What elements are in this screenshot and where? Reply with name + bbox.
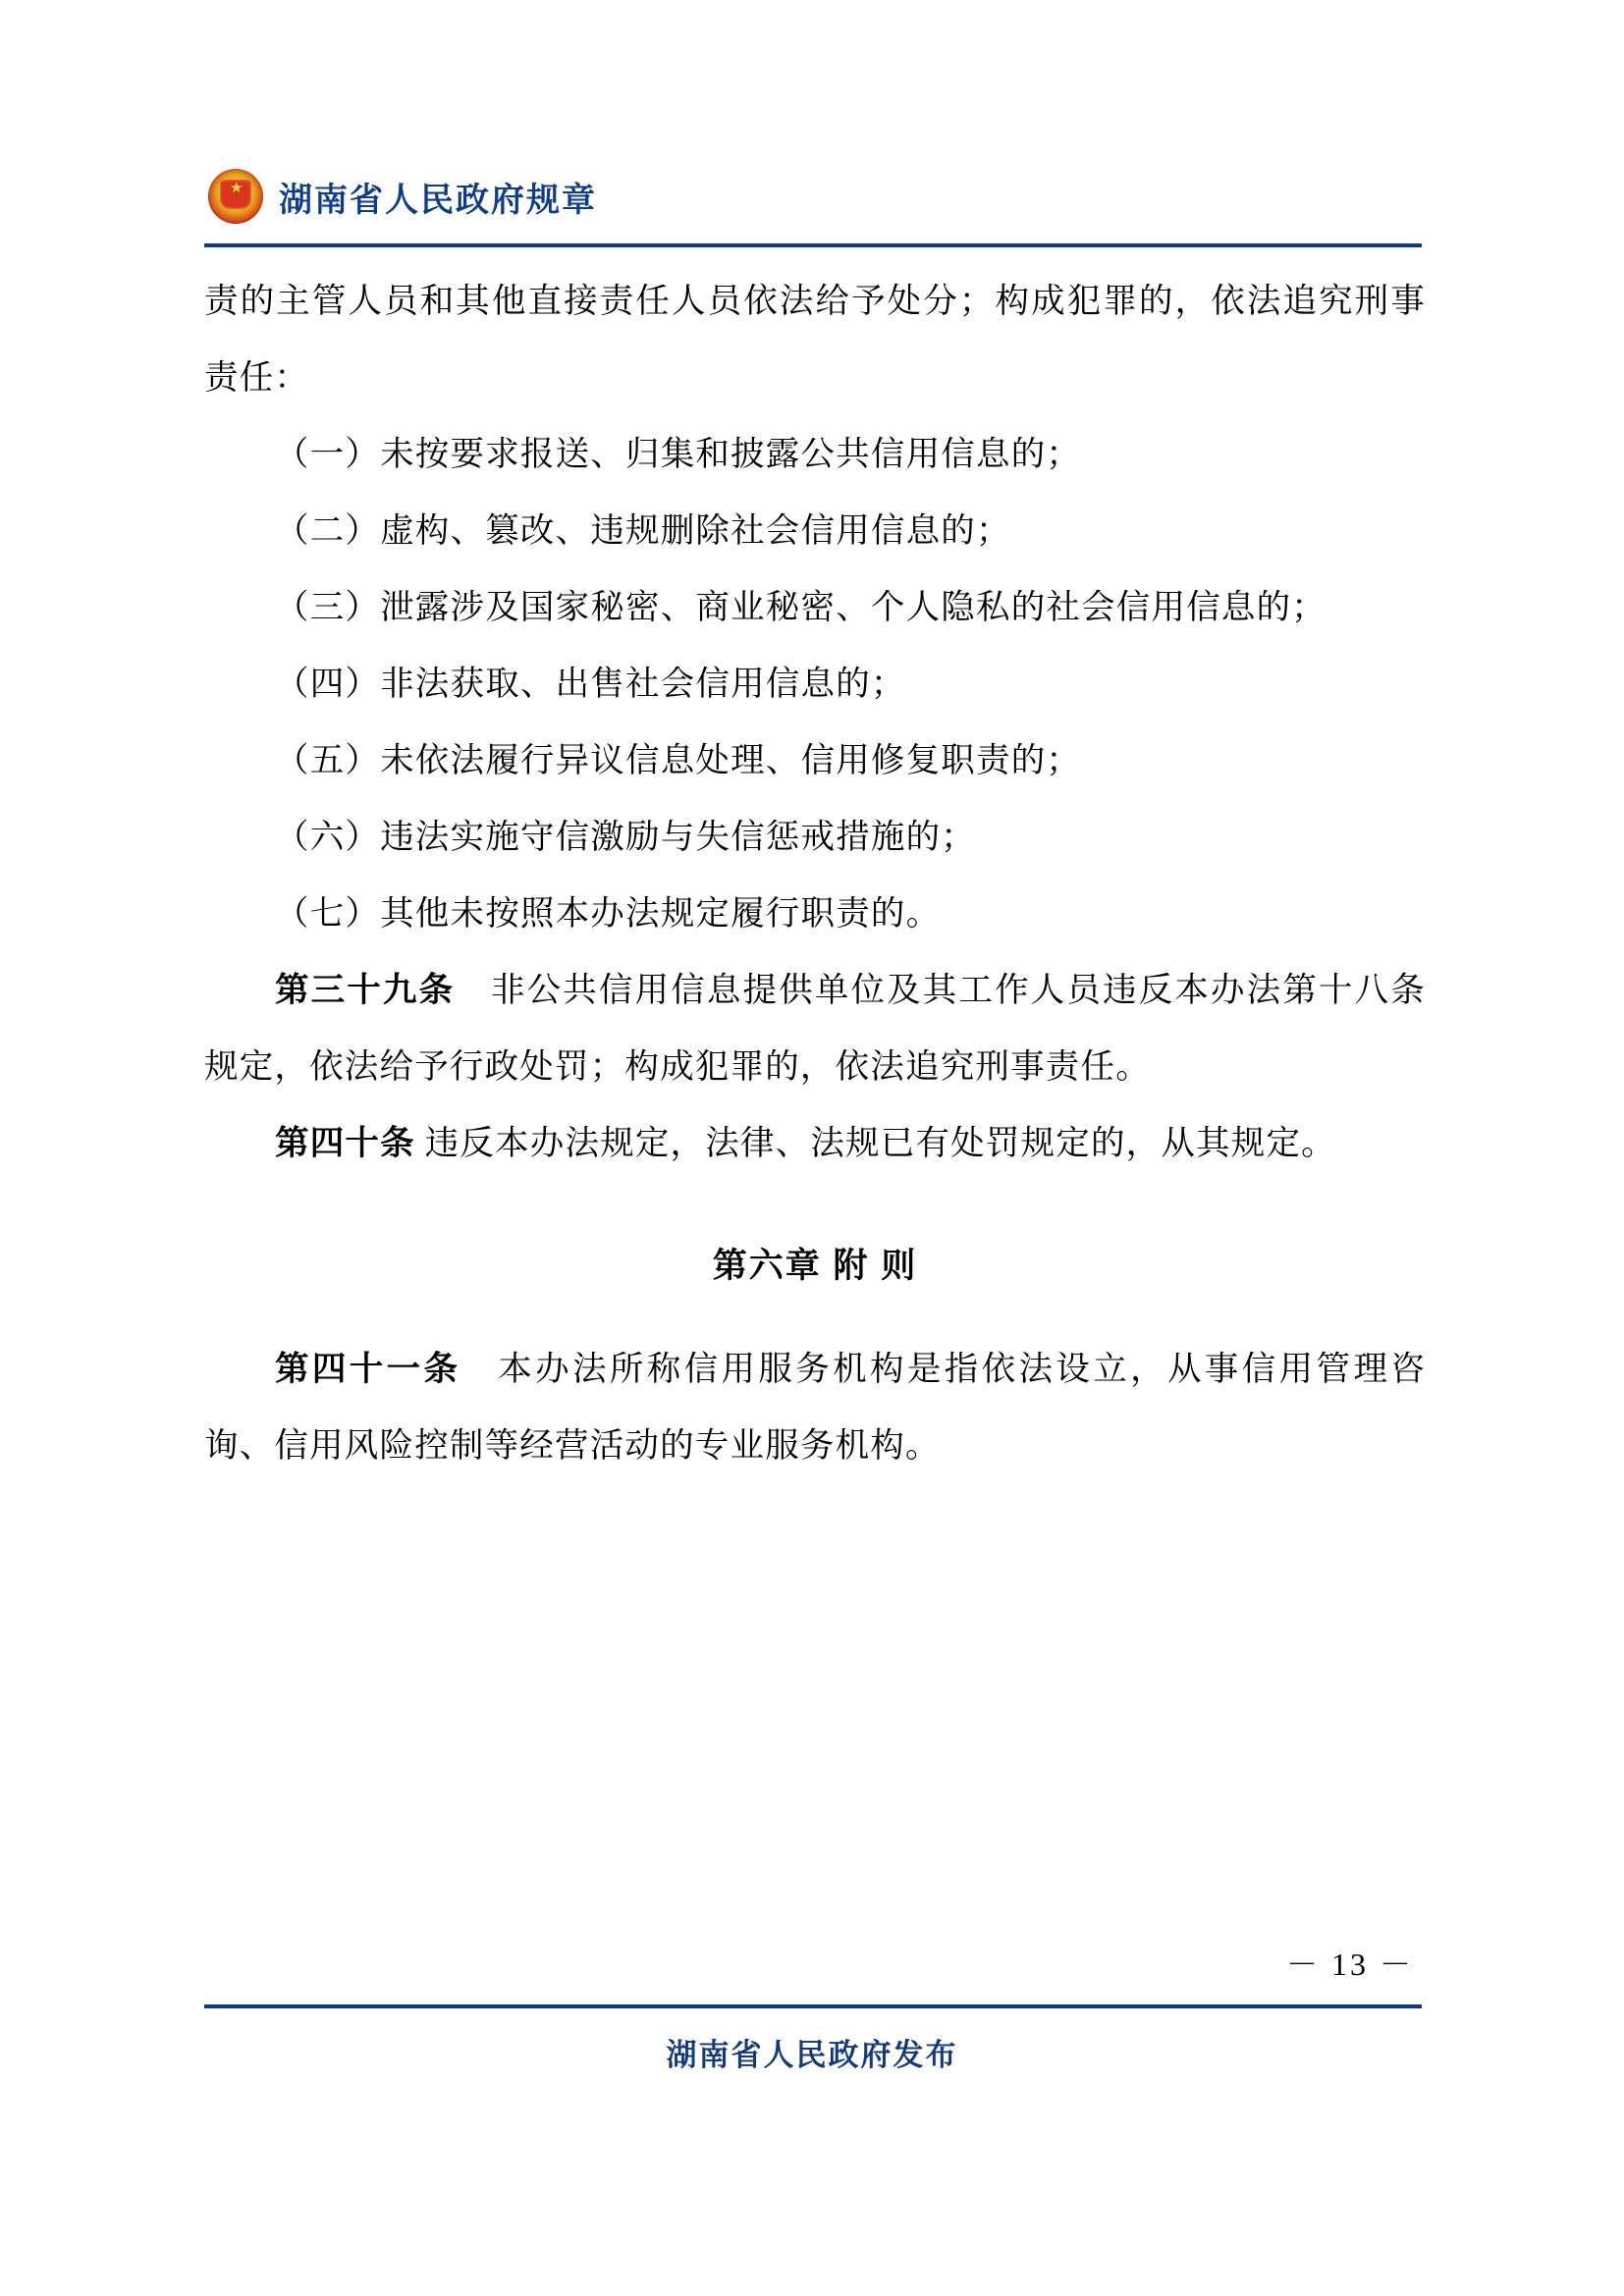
list-item: （一）未按要求报送、归集和披露公共信用信息的； bbox=[275, 436, 1082, 473]
list-item: （七）其他未按照本办法规定履行职责的。 bbox=[275, 895, 942, 933]
list-item: （六）违法实施守信激励与失信惩戒措施的； bbox=[275, 819, 976, 856]
header-title: 湖南省人民政府规章 bbox=[279, 181, 597, 219]
list-item: （三）泄露涉及国家秘密、商业秘密、个人隐私的社会信用信息的； bbox=[275, 589, 1326, 626]
article-41 bbox=[204, 1331, 1426, 1484]
article-40-label: 第四十条 bbox=[275, 1125, 415, 1162]
list-item: （四）非法获取、出售社会信用信息的； bbox=[275, 666, 906, 703]
list-item: （五）未依法履行异议信息处理、信用修复职责的； bbox=[275, 742, 1082, 779]
list-item: （二）虚构、篡改、违规删除社会信用信息的； bbox=[275, 512, 1011, 550]
article-40 bbox=[204, 1105, 1426, 1182]
article-39-label: 第三十九条 bbox=[275, 972, 456, 1009]
publisher-label: 湖南省人民政府发布 bbox=[666, 2038, 958, 2072]
continuation-paragraph: 责的主管人员和其他直接责任人员依法给予处分；构成犯罪的，依法追究刑事责任： bbox=[204, 283, 1426, 397]
article-41-label: 第四十一条 bbox=[275, 1351, 461, 1388]
article-40-text: 违反本办法规定，法律、法规已有处罚规定的，从其规定。 bbox=[424, 1125, 1336, 1162]
chapter-heading: 第六章 附 则 bbox=[712, 1247, 918, 1285]
article-39-text: 非公共信用信息提供单位及其工作人员违反本办法第十八条规定，依法给予行政处罚；构成犯罪的，依法追究刑事责任。 bbox=[204, 972, 1427, 1086]
header-divider bbox=[204, 243, 1422, 247]
national-emblem-icon: ★ bbox=[208, 169, 263, 224]
article-39 bbox=[204, 952, 1426, 1105]
article-41-text: 本办法所称信用服务机构是指依法设立，从事信用管理咨询、信用风险控制等经营活动的专业服务机构。 bbox=[204, 1351, 1427, 1465]
footer-divider bbox=[204, 2004, 1422, 2008]
page-number: － 13 － bbox=[1285, 1947, 1414, 1982]
page-header bbox=[208, 157, 1426, 236]
document-body bbox=[204, 263, 1426, 1484]
